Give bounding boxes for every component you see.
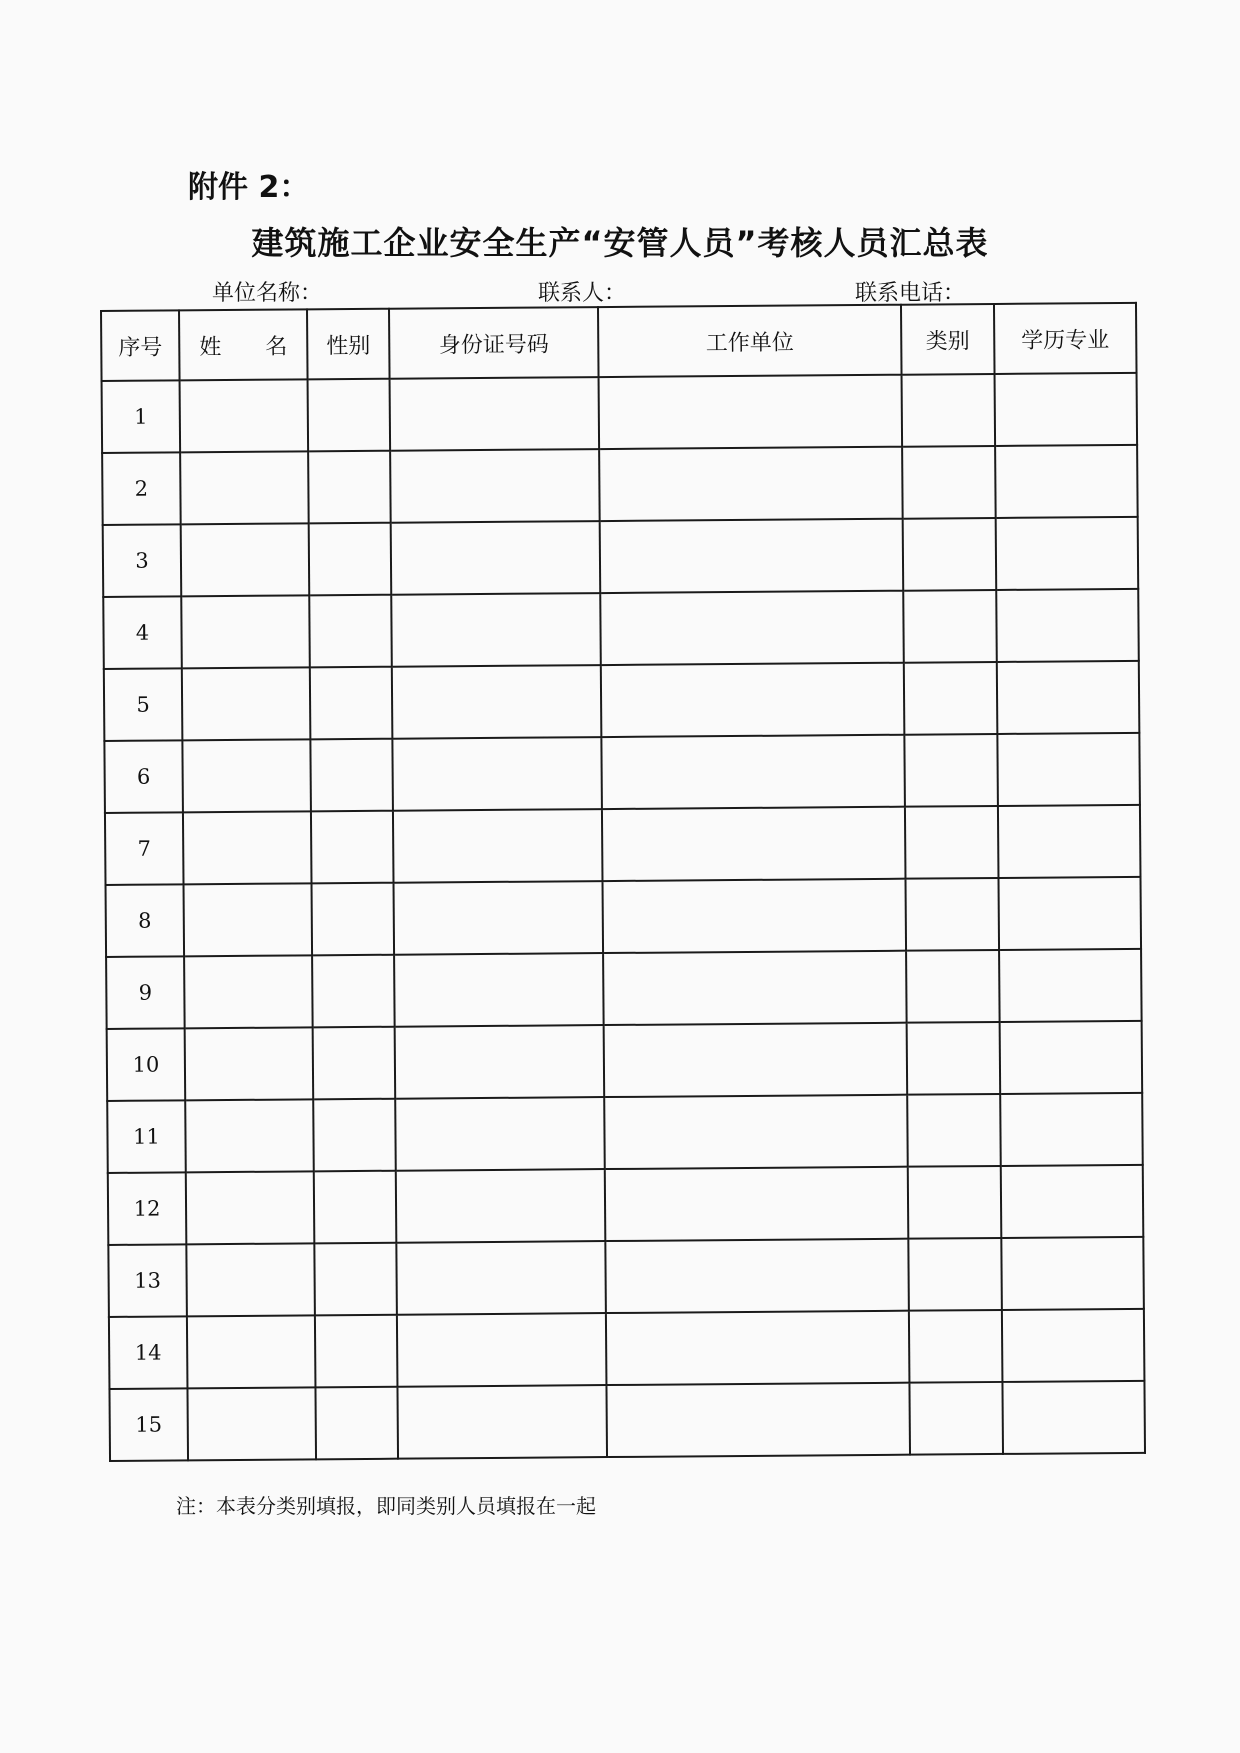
cell-id-number[interactable] bbox=[394, 881, 604, 955]
cell-education-major[interactable] bbox=[997, 661, 1140, 734]
cell-id-number[interactable] bbox=[393, 809, 603, 883]
cell-education-major[interactable] bbox=[998, 877, 1141, 950]
header-id-number: 身份证号码 bbox=[389, 307, 599, 379]
table-row bbox=[103, 517, 1139, 597]
cell-category[interactable] bbox=[902, 374, 996, 447]
cell-id-number[interactable] bbox=[390, 449, 600, 523]
header-education-major: 学历专业 bbox=[994, 303, 1137, 374]
cell-employer[interactable] bbox=[599, 375, 903, 449]
cell-category[interactable] bbox=[907, 1022, 1001, 1095]
row-serial-number: 7 bbox=[105, 812, 184, 885]
cell-name[interactable] bbox=[186, 1171, 315, 1244]
cell-category[interactable] bbox=[909, 1382, 1003, 1455]
cell-employer[interactable] bbox=[606, 1383, 910, 1457]
row-serial-number: 9 bbox=[106, 956, 185, 1029]
contact-phone-label: 联系电话： bbox=[855, 281, 966, 306]
cell-education-major[interactable] bbox=[997, 733, 1140, 806]
attachment-label: 附件 2： bbox=[188, 170, 310, 205]
row-serial-number: 1 bbox=[102, 380, 181, 453]
cell-gender[interactable] bbox=[308, 451, 391, 524]
cell-category[interactable] bbox=[903, 590, 997, 663]
cell-category[interactable] bbox=[908, 1238, 1002, 1311]
cell-name[interactable] bbox=[182, 667, 311, 740]
cell-category[interactable] bbox=[905, 878, 999, 951]
cell-id-number[interactable] bbox=[395, 1025, 605, 1099]
cell-name[interactable] bbox=[181, 595, 310, 668]
cell-category[interactable] bbox=[903, 518, 997, 591]
cell-name[interactable] bbox=[180, 451, 309, 524]
table-row bbox=[108, 1165, 1144, 1245]
cell-education-major[interactable] bbox=[1002, 1309, 1145, 1382]
row-serial-number: 12 bbox=[108, 1172, 187, 1245]
cell-gender[interactable] bbox=[311, 811, 394, 884]
cell-employer[interactable] bbox=[603, 951, 907, 1025]
table-row bbox=[106, 949, 1142, 1029]
cell-education-major[interactable] bbox=[1002, 1381, 1145, 1454]
table-row bbox=[102, 445, 1138, 525]
cell-name[interactable] bbox=[184, 883, 313, 956]
row-serial-number: 10 bbox=[107, 1028, 186, 1101]
cell-category[interactable] bbox=[908, 1166, 1002, 1239]
cell-education-major[interactable] bbox=[996, 589, 1139, 662]
cell-gender[interactable] bbox=[314, 1243, 397, 1316]
cell-id-number[interactable] bbox=[394, 953, 604, 1027]
cell-id-number[interactable] bbox=[391, 593, 601, 667]
table-row bbox=[107, 1093, 1143, 1173]
cell-gender[interactable] bbox=[312, 883, 395, 956]
header-category: 类别 bbox=[901, 304, 995, 375]
cell-category[interactable] bbox=[904, 734, 998, 807]
unit-name-label: 单位名称： bbox=[212, 281, 323, 306]
row-serial-number: 2 bbox=[102, 452, 181, 525]
cell-category[interactable] bbox=[902, 446, 996, 519]
cell-name[interactable] bbox=[187, 1387, 316, 1460]
cell-id-number[interactable] bbox=[392, 737, 602, 811]
cell-gender[interactable] bbox=[315, 1387, 398, 1460]
cell-id-number[interactable] bbox=[397, 1385, 607, 1459]
cell-name[interactable] bbox=[184, 955, 313, 1028]
cell-name[interactable] bbox=[182, 739, 311, 812]
cell-employer[interactable] bbox=[600, 519, 904, 593]
cell-employer[interactable] bbox=[601, 735, 905, 809]
cell-employer[interactable] bbox=[605, 1239, 909, 1313]
cell-name[interactable] bbox=[180, 379, 309, 452]
cell-id-number[interactable] bbox=[392, 665, 602, 739]
cell-employer[interactable] bbox=[601, 663, 905, 737]
row-serial-number: 13 bbox=[108, 1244, 187, 1317]
header-serial: 序号 bbox=[101, 310, 180, 381]
row-serial-number: 5 bbox=[104, 668, 183, 741]
row-serial-number: 15 bbox=[109, 1388, 188, 1461]
cell-education-major[interactable] bbox=[1000, 1021, 1143, 1094]
form-title: 建筑施工企业安全生产“安管人员”考核人员汇总表 bbox=[251, 224, 989, 262]
table-row bbox=[108, 1237, 1144, 1317]
cell-id-number[interactable] bbox=[396, 1241, 606, 1315]
table-row bbox=[107, 1021, 1143, 1101]
cell-gender[interactable] bbox=[310, 667, 393, 740]
cell-id-number[interactable] bbox=[395, 1097, 605, 1171]
cell-gender[interactable] bbox=[312, 955, 395, 1028]
cell-gender[interactable] bbox=[310, 739, 393, 812]
cell-id-number[interactable] bbox=[391, 521, 601, 595]
cell-gender[interactable] bbox=[309, 595, 392, 668]
cell-gender[interactable] bbox=[313, 1027, 396, 1100]
cell-gender[interactable] bbox=[313, 1099, 396, 1172]
table-row bbox=[109, 1309, 1145, 1389]
header-name: 姓 名 bbox=[179, 309, 308, 380]
cell-category[interactable] bbox=[909, 1310, 1003, 1383]
row-serial-number: 8 bbox=[106, 884, 185, 957]
cell-name[interactable] bbox=[187, 1315, 316, 1388]
cell-id-number[interactable] bbox=[397, 1313, 607, 1387]
cell-id-number[interactable] bbox=[396, 1169, 606, 1243]
cell-gender[interactable] bbox=[314, 1171, 397, 1244]
table-row bbox=[103, 589, 1139, 669]
table-row bbox=[104, 733, 1140, 813]
table-row bbox=[106, 877, 1142, 957]
cell-education-major[interactable] bbox=[996, 517, 1139, 590]
cell-category[interactable] bbox=[907, 1094, 1001, 1167]
table-row bbox=[102, 373, 1138, 453]
cell-employer[interactable] bbox=[602, 807, 906, 881]
row-serial-number: 4 bbox=[103, 596, 182, 669]
cell-education-major[interactable] bbox=[998, 805, 1141, 878]
cell-name[interactable] bbox=[185, 1027, 314, 1100]
cell-education-major[interactable] bbox=[1001, 1237, 1144, 1310]
cell-id-number[interactable] bbox=[390, 377, 600, 451]
cell-employer[interactable] bbox=[604, 1095, 908, 1169]
cell-name[interactable] bbox=[183, 811, 312, 884]
cell-education-major[interactable] bbox=[999, 949, 1142, 1022]
cell-employer[interactable] bbox=[604, 1023, 908, 1097]
cell-category[interactable] bbox=[904, 662, 998, 735]
table-row bbox=[104, 661, 1140, 741]
cell-name[interactable] bbox=[186, 1243, 315, 1316]
cell-education-major[interactable] bbox=[995, 373, 1138, 446]
cell-gender[interactable] bbox=[308, 379, 391, 452]
row-serial-number: 14 bbox=[109, 1316, 188, 1389]
footnote: 注：本表分类别填报，即同类别人员填报在一起 bbox=[176, 1494, 596, 1518]
cell-gender[interactable] bbox=[315, 1315, 398, 1388]
cell-education-major[interactable] bbox=[1001, 1165, 1144, 1238]
cell-employer[interactable] bbox=[600, 591, 904, 665]
cell-category[interactable] bbox=[906, 950, 1000, 1023]
header-employer: 工作单位 bbox=[598, 305, 902, 377]
table-header-row bbox=[101, 303, 1137, 381]
cell-education-major[interactable] bbox=[995, 445, 1138, 518]
contact-person-label: 联系人： bbox=[538, 281, 627, 306]
cell-employer[interactable] bbox=[603, 879, 907, 953]
personnel-table bbox=[100, 302, 1146, 1462]
cell-employer[interactable] bbox=[599, 447, 903, 521]
cell-employer[interactable] bbox=[606, 1311, 910, 1385]
cell-gender[interactable] bbox=[309, 523, 392, 596]
cell-name[interactable] bbox=[181, 523, 310, 596]
cell-employer[interactable] bbox=[605, 1167, 909, 1241]
row-serial-number: 3 bbox=[103, 524, 182, 597]
table-row bbox=[105, 805, 1141, 885]
cell-category[interactable] bbox=[905, 806, 999, 879]
cell-education-major[interactable] bbox=[1000, 1093, 1143, 1166]
table-row bbox=[109, 1381, 1145, 1461]
row-serial-number: 6 bbox=[104, 740, 183, 813]
cell-name[interactable] bbox=[185, 1099, 314, 1172]
row-serial-number: 11 bbox=[107, 1100, 186, 1173]
header-gender: 性别 bbox=[307, 309, 390, 380]
